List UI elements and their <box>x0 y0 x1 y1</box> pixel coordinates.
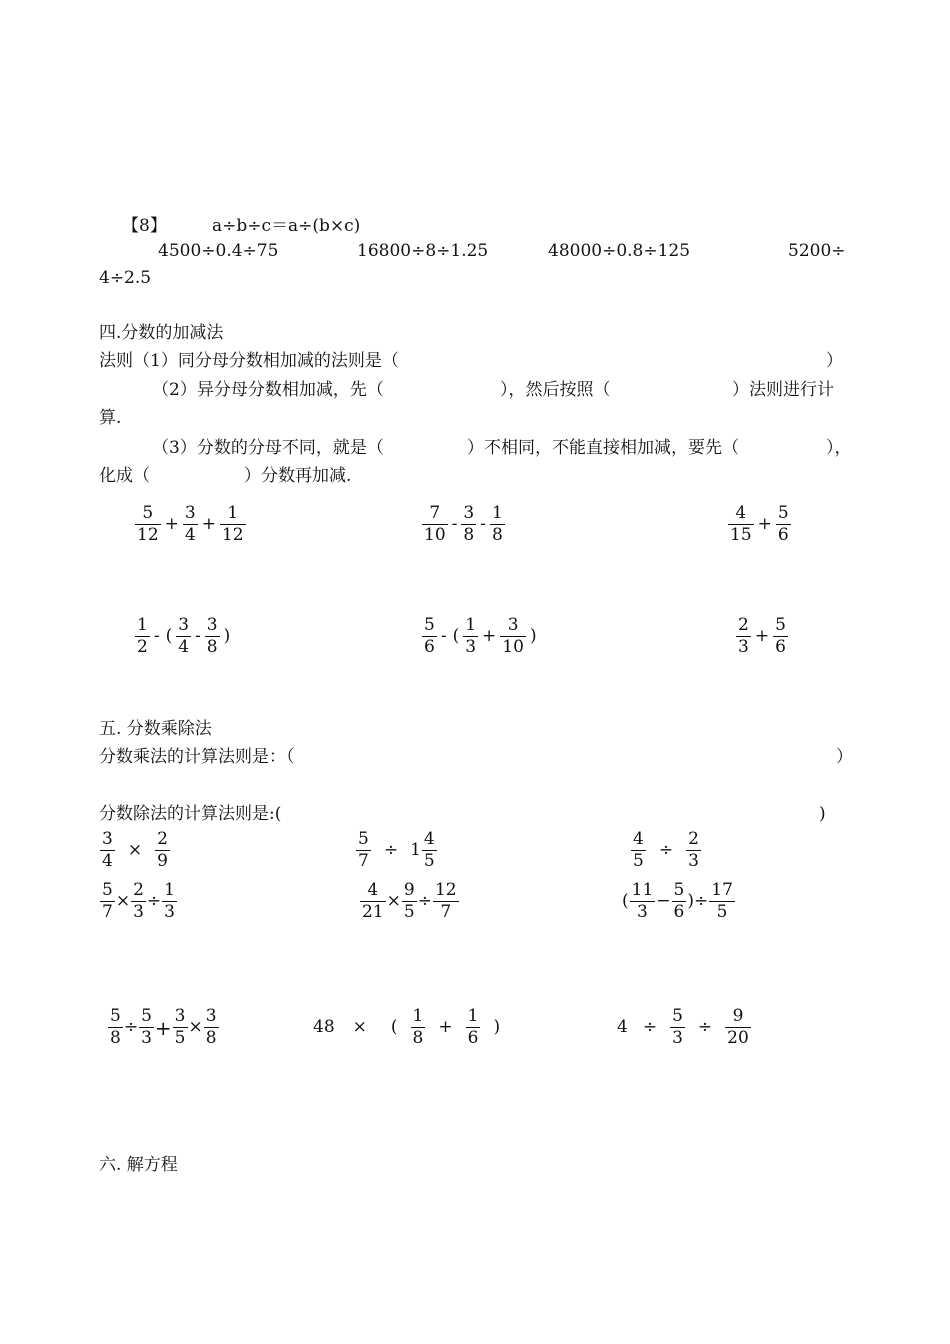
fraction: $\frac{5}{6}$ <box>673 880 685 922</box>
operator: ÷ <box>697 1017 713 1037</box>
fraction: $\frac{3}{10}$ <box>502 615 524 657</box>
operator: ÷ <box>658 840 674 860</box>
fraction: $\frac{9}{5}$ <box>403 880 415 922</box>
rule-8-label: 【8】 <box>122 216 167 236</box>
fraction: $\frac{17}{5}$ <box>711 880 733 922</box>
operator: + <box>154 1015 172 1040</box>
rule-8-problem-2: 16800÷8÷1.25 <box>357 241 489 261</box>
paren: ) <box>687 891 694 911</box>
fraction: $\frac{5}{12}$ <box>137 503 159 545</box>
rule-3-text-b: ）不相同，不能直接相加减，要先（ <box>467 438 739 458</box>
fraction: $\frac{4}{5}$ <box>423 829 435 871</box>
multiplication-rule-close: ） <box>836 747 853 767</box>
operator: + <box>164 514 179 534</box>
rule-3-cont-a: 化成（ <box>99 466 150 486</box>
paren: ( <box>390 1017 398 1037</box>
operator: - <box>440 626 447 646</box>
section-5-title: 五. 分数乘除法 <box>99 719 212 739</box>
operator: - <box>153 626 160 646</box>
mul-div-problem <box>355 831 438 870</box>
mul-div-problem <box>99 831 171 870</box>
operator: ÷ <box>383 840 399 860</box>
mul-div-problem <box>313 1008 512 1047</box>
operator: ÷ <box>417 891 432 911</box>
add-sub-problem <box>727 505 792 544</box>
fraction: $\frac{5}{7}$ <box>102 880 113 922</box>
operator: ÷ <box>123 1017 139 1037</box>
operator: + <box>757 514 772 534</box>
rule-8-problem-4: 5200÷ <box>788 241 846 261</box>
section-6-title: 六. 解方程 <box>99 1155 178 1175</box>
fraction: $\frac{1}{8}$ <box>491 503 503 545</box>
rule-3-text-c: ）， <box>826 438 852 458</box>
operator: × <box>352 1017 367 1037</box>
operator: ÷ <box>146 891 162 911</box>
mul-div-problem <box>622 882 736 921</box>
fraction: $\frac{11}{3}$ <box>631 880 654 922</box>
division-rule-close: ) <box>819 804 826 824</box>
fraction: $\frac{3}{8}$ <box>463 503 475 545</box>
rule-2-text-b: ），然后按照（ <box>500 380 611 400</box>
fraction: $\frac{1}{6}$ <box>467 1006 479 1048</box>
fraction: $\frac{4}{5}$ <box>633 829 644 871</box>
fraction: $\frac{3}{8}$ <box>205 1006 217 1048</box>
fraction: $\frac{3}{5}$ <box>174 1006 186 1048</box>
rule-1-text: 法则（1）同分母分数相加减的法则是（ <box>99 351 399 371</box>
operator: × <box>188 1017 203 1037</box>
fraction: $\frac{5}{6}$ <box>777 503 789 545</box>
operator: × <box>127 840 143 860</box>
operator: ÷ <box>642 1017 658 1037</box>
add-sub-problem <box>134 505 247 544</box>
fraction: $\frac{5}{6}$ <box>424 615 435 657</box>
add-sub-problem <box>421 505 506 544</box>
paren: ) <box>493 1017 501 1037</box>
fraction: $\frac{5}{7}$ <box>358 829 369 871</box>
fraction: $\frac{7}{10}$ <box>424 503 446 545</box>
fraction: $\frac{1}{12}$ <box>221 503 244 545</box>
fraction: $\frac{4}{21}$ <box>362 880 384 922</box>
rule-2-text-a: （2）异分母分数相加减，先（ <box>152 380 384 400</box>
rule-3-cont-b: ）分数再加减. <box>244 466 352 486</box>
rule-8-problem-4-cont: 4÷2.5 <box>99 268 152 288</box>
rule-8-problem-3: 48000÷0.8÷125 <box>548 241 691 261</box>
rule-8-formula: a÷b÷c＝a÷(b×c) <box>212 216 361 236</box>
fraction: $\frac{1}{3}$ <box>465 615 477 657</box>
fraction: $\frac{5}{6}$ <box>775 615 786 657</box>
whole-number: 1 <box>410 840 421 860</box>
fraction: $\frac{2}{9}$ <box>157 829 168 871</box>
section-4-title: 四.分数的加减法 <box>99 323 224 343</box>
fraction: $\frac{2}{3}$ <box>133 880 144 922</box>
rule-1-close: ） <box>826 351 843 371</box>
mul-div-problem <box>617 1008 752 1047</box>
fraction: $\frac{1}{8}$ <box>412 1006 424 1048</box>
fraction: $\frac{3}{4}$ <box>102 829 113 871</box>
operator: - <box>451 514 458 534</box>
operator: + <box>482 626 497 646</box>
rule-3-text-a: （3）分数的分母不同，就是（ <box>152 438 384 458</box>
add-sub-problem <box>735 617 789 656</box>
mul-div-problem <box>630 831 702 870</box>
operator: + <box>754 626 770 646</box>
paren: ( <box>165 626 173 646</box>
mul-div-problem <box>99 882 178 921</box>
whole-number: 48 <box>313 1017 335 1037</box>
fraction: $\frac{3}{8}$ <box>206 615 218 657</box>
operator: - <box>480 514 486 534</box>
rule-2-text-c: ）法则进行计 <box>732 380 834 400</box>
fraction: $\frac{1}{3}$ <box>164 880 175 922</box>
operator: − <box>656 891 671 911</box>
fraction: $\frac{4}{15}$ <box>730 503 752 545</box>
rule-8-problem-1: 4500÷0.4÷75 <box>158 241 279 261</box>
fraction: $\frac{9}{20}$ <box>727 1006 749 1048</box>
operator: × <box>386 891 401 911</box>
rule-2-cont: 算. <box>99 408 122 428</box>
fraction: $\frac{2}{3}$ <box>738 615 749 657</box>
add-sub-problem <box>421 617 540 656</box>
operator: - <box>195 626 201 646</box>
fraction: $\frac{2}{3}$ <box>688 829 699 871</box>
mul-div-problem <box>107 1008 220 1047</box>
paren: ( <box>452 626 460 646</box>
mul-div-problem <box>359 882 460 921</box>
fraction: $\frac{5}{3}$ <box>672 1006 683 1048</box>
paren: ( <box>622 891 629 911</box>
paren: ) <box>529 626 537 646</box>
division-rule: 分数除法的计算法则是:( <box>99 804 282 824</box>
operator: ÷ <box>694 891 709 911</box>
fraction: $\frac{5}{8}$ <box>110 1006 121 1048</box>
operator: × <box>115 891 131 911</box>
fraction: $\frac{5}{3}$ <box>141 1006 152 1048</box>
fraction: $\frac{3}{4}$ <box>178 615 190 657</box>
whole-number: 4 <box>617 1017 628 1037</box>
fraction: $\frac{12}{7}$ <box>434 880 457 922</box>
multiplication-rule: 分数乘法的计算法则是：（ <box>99 747 295 767</box>
operator: + <box>438 1017 453 1037</box>
fraction: $\frac{3}{4}$ <box>184 503 196 545</box>
operator: + <box>201 514 216 534</box>
fraction: $\frac{1}{2}$ <box>137 615 148 657</box>
paren: ) <box>223 626 231 646</box>
add-sub-problem <box>134 617 233 656</box>
